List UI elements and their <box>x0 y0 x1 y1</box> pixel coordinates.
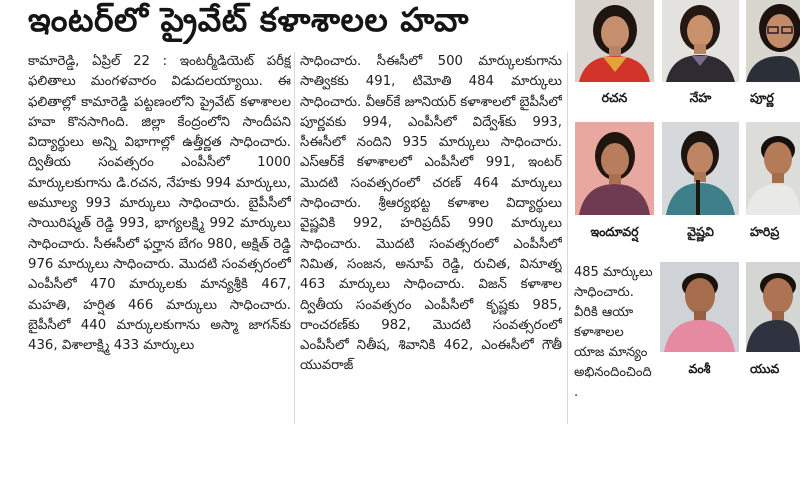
student-photo-rachana <box>575 0 654 82</box>
student-photo-yuvaraj <box>746 262 800 352</box>
student-photo-hariprasad <box>746 122 800 215</box>
photo-caption: వైష్ణవి <box>687 224 714 239</box>
photo-caption: రచన <box>601 90 628 105</box>
photo-caption: వంశీ <box>688 361 711 376</box>
headline: ఇంటర్‌లో ప్రైవేట్ కళాశాలల హవా <box>28 0 469 39</box>
photo-caption: నేహ <box>689 90 712 105</box>
article-column-2: సాధించారు. సీఈసీలో 500 మార్కులకుగాను సాత్వికకు 491, టిమోతి 484 మార్కులు సాధించారు. వీఆర్‌కే జూనియర్ కళాశాలలో బైపీసీలో పూర్ణవకు 994, ఎంపీసీలో విద్వేశ్‌కు 993, సీఈసీలో నందిని 935 మార్కులు సాధించారు. ఎస్ఆర్‌కే కళాశాలలో ఎంపీసీలో 991, ఇంటర్ మొదటి సంవత్సరంలో చరణ్ 464 మార్కులు సాధించారు. శ్రీఆర్యభట్ట కళాశాల విద్యార్థులు వైష్ణవికి 992, హరిప్రదీప్ 990 మార్కులు సాధించారు. మొదటి సంవత్సరంలో ఎంపీసీలో నిమిత, సంజన, అనూప్ రెడ్డి, రుచిత, వినూత్న 463 మార్కులు సాధించారు. విజన్ కళాశాల ద్వితీయ సంవత్సరం ఎంపీసీలో కృష్ణకు 985, రాంచరణ్‌కు 982, మొదటి సంవత్సరంలో ఎంపీసీలో నితీష, శివానికి 462, ఎంఈసీలో గౌతీ యువరాజ్ <box>300 54 562 374</box>
photo-caption: పూర్ణ <box>750 90 774 105</box>
photo-caption: యువ <box>750 361 780 376</box>
photo-caption: హరిప్ర <box>750 224 780 239</box>
column-divider <box>567 52 568 424</box>
column-divider <box>294 52 295 424</box>
student-photo-induvarsha <box>575 122 654 215</box>
student-photo-vaishnavi <box>662 122 739 215</box>
student-photo-purna <box>746 0 800 82</box>
student-photo-vamshi <box>660 262 739 352</box>
photo-caption: ఇందూవర్ష <box>590 224 639 239</box>
article-column-3: 485 మార్కులు సాధించారు. వీరికి ఆయా కళాశాలల యాజ మాన్యం అభినందించింది. <box>574 265 653 400</box>
student-photo-neha <box>662 0 739 82</box>
article-column-1: కామారెడ్డి, ఏప్రిల్ 22 : ఇంటర్మీడియెట్ పరీక్ష ఫలితాలు మంగళవారం విడుదలయ్యాయి. ఈ ఫలితాల్లో కామారెడ్డి పట్టణంలోని ప్రైవేట్ కళాశాలల హవా కొనసాగింది. జిల్లా కేంద్రంలోని సాందీపని విద్యార్థులు అన్ని విభాగాల్లో ఉత్తీర్ణత సాధించారు. ద్వితీయ సంవత్సరం ఎంపీసీలో 1000 మార్కులకుగాను డి.రచన, నేహకు 994 మార్కులు, అమూల్య 993 మార్కులు సాధించారు. బైపీసీలో సాయిరిష్మత్ రెడ్డి 993, భాగ్యలక్ష్మి 992 మార్కులు సాధించారు. సీఈసీలో ఫర్హాన బేగం 980, అక్షిత్ రెడ్డి 976 మార్కులు సాధించారు. మొదటి సంవత్సరంలో ఎంపీసీలో 470 మార్కులకు మాన్యశ్రీకి 467, మహతి, హర్షిత 466 మార్కులు సాధించారు. బైపీసీలో 440 మార్కులకుగాను అస్మా జాగన్‌కు 436, విశాలాక్ష్మి 433 మార్కులు <box>28 54 291 354</box>
